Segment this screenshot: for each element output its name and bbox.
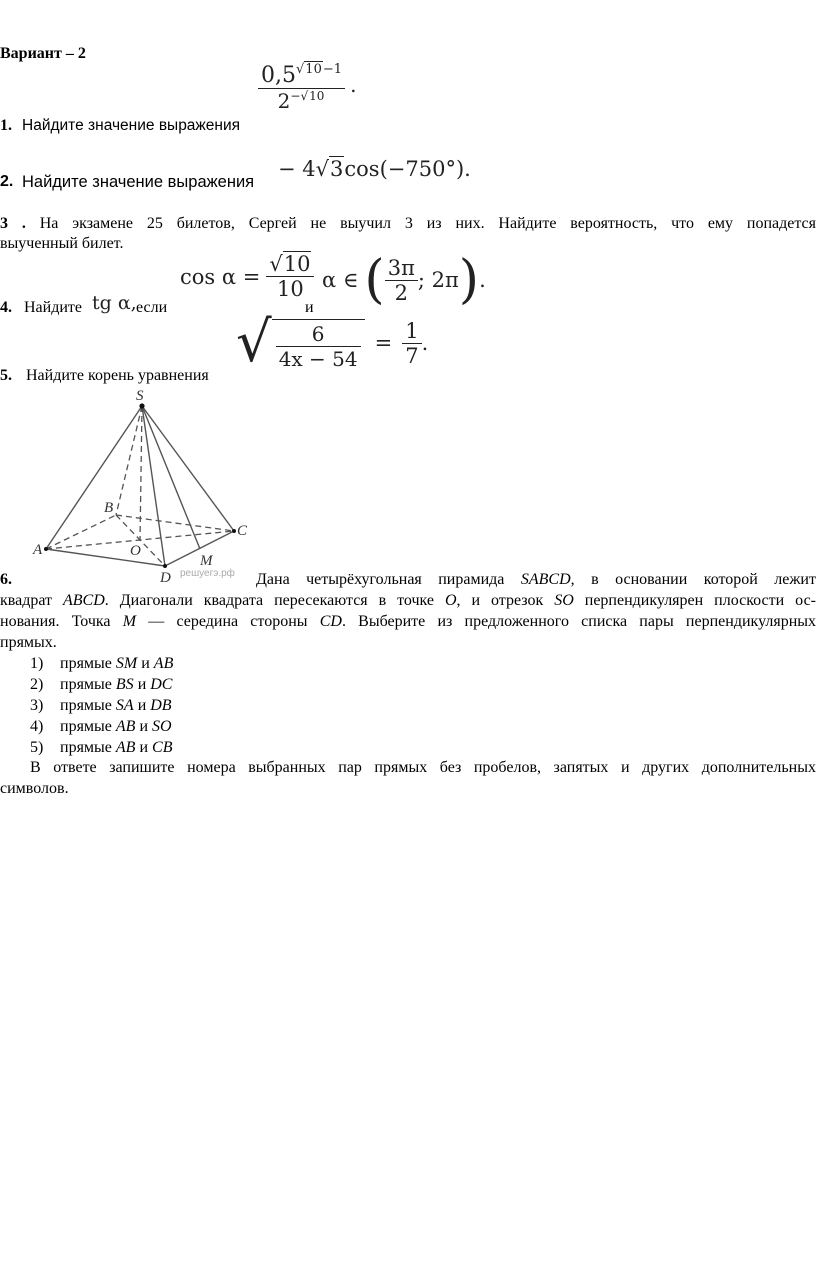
edge-BC (116, 515, 234, 531)
task6-line2: квадрат ABCD. Диагонали квадрата пересекаются в точке O, и отрезок SO перпендикулярен плоскости ос- (0, 592, 816, 609)
label-D: D (160, 570, 171, 582)
task4-interval: α ∈ ( $\frac{3\pi}{2}$ ; 2π ) . (322, 250, 486, 310)
task1-text: Найдите значение выражения (22, 117, 241, 134)
task4-if: если (136, 299, 168, 316)
task6-options (30, 653, 173, 758)
vertex-A-dot (44, 547, 48, 551)
vertex-C-dot (232, 529, 236, 533)
task5-number: 5. (0, 367, 12, 384)
option-4: 4) прямые AB и SO (30, 718, 172, 735)
edge-SB (116, 406, 142, 515)
task6-line1: Дана четырёхугольная пирамида SABCD, в основании которой лежит (256, 571, 816, 588)
task6-answer-line1: В ответе запишите номера выбранных пар прямых без пробелов, запятых и других дополнительных (30, 759, 816, 776)
task4-cos-condition: cos α = $\frac{√10}{10}$ (180, 252, 314, 301)
task6-line4: прямых. (0, 634, 57, 651)
option-5: 5) прямые AB и CB (30, 739, 173, 756)
vertex-D-dot (163, 564, 167, 568)
label-B: B (104, 500, 114, 516)
edge-SA (46, 406, 142, 549)
task1-expression: $\frac{0,5^{√10-1}}{2^{-√10}}$ . (258, 62, 356, 113)
label-S: S (136, 388, 144, 404)
task5-text: Найдите корень уравнения (26, 367, 209, 384)
option-2: 2) прямые BS и DC (30, 676, 173, 693)
task4-tg: tg α, (92, 292, 137, 314)
task5-equation: √ $\frac{6}{4x - 54}$ = $\frac{1}{7}$ . (236, 310, 429, 375)
task6-answer-line2: символов. (0, 780, 69, 797)
label-M: M (200, 553, 213, 569)
option-1: 1) прямые SM и AB (30, 655, 174, 672)
edge-SC (142, 406, 234, 531)
vertex-S-dot (139, 403, 144, 408)
label-C: C (237, 523, 248, 539)
label-A: A (33, 542, 43, 558)
task1-number: 1. (0, 117, 12, 134)
task3-line1: 3 . На экзамене 25 билетов, Сергей не выучил 3 из них. Найдите вероятность, что ему попадется (0, 215, 816, 232)
edge-AD (46, 549, 165, 566)
task2-number: 2. (0, 173, 14, 190)
segment-SO (140, 406, 142, 541)
task6-line3: нования. Точка M — середина стороны CD. Выберите из предложенного списка пары перпендикулярных (0, 613, 816, 630)
task4-and: и (305, 299, 314, 316)
segment-SM (142, 406, 200, 549)
pyramid-figure (30, 384, 270, 582)
task2-text: Найдите значение выражения (22, 173, 255, 191)
label-O: O (130, 543, 141, 559)
task6-number: 6. (0, 571, 12, 588)
task2-expression: − 4√3cos(−750°). (278, 157, 471, 181)
task4-text: Найдите (24, 299, 83, 316)
edge-AB (46, 515, 116, 549)
edge-SD (142, 406, 165, 566)
task3-line2: выученный билет. (0, 235, 124, 252)
task4-number: 4. (0, 299, 12, 316)
watermark: решуегэ.рф (180, 568, 235, 579)
variant-title: Вариант – 2 (0, 45, 86, 62)
option-3: 3) прямые SA и DB (30, 697, 172, 714)
